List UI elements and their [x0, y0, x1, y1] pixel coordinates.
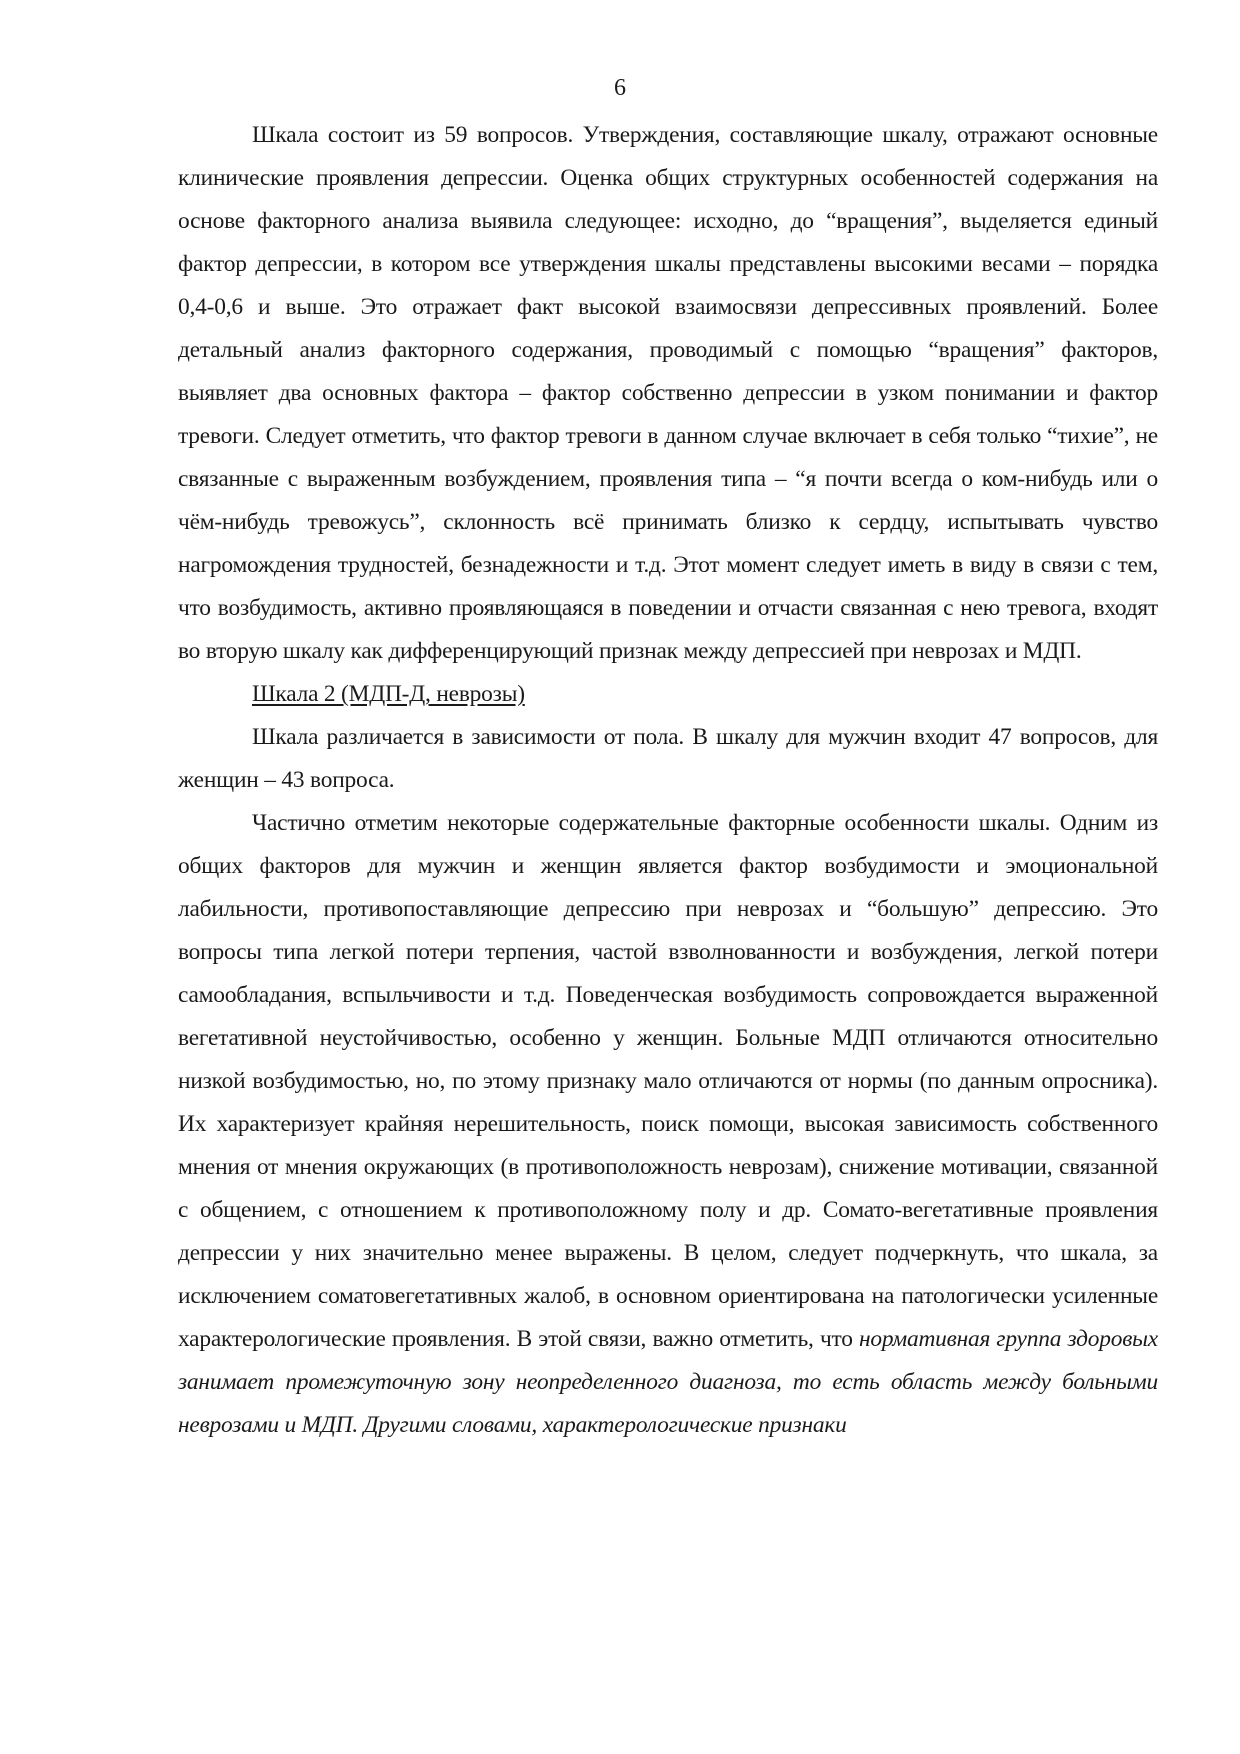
paragraph-scale-gender: Шкала различается в зависимости от пола. В шкалу для мужчин входит 47 вопросов, для женщин – 43 вопроса. — [178, 724, 1158, 793]
paragraph-scale-description: Шкала состоит из 59 вопросов. Утверждения, составляющие шкалу, отражают основные клинические проявления депрессии. Оценка общих структурных особенностей содержания на основе факторного анализа выявила следующее: исходно, до “вращения”, выделяется единый фактор депрессии, в котором все утверждения шкалы представлены высокими весами – порядка 0,4-0,6 и выше. Это отражает факт высокой взаимосвязи депрессивных проявлений. Более детальный анализ факторного содержания, проводимый с помощью “вращения” факторов, выявляет два основных фактора – фактор собственно депрессии в узком понимании и фактор тревоги. Следует отметить, что фактор тревоги в данном случае включает в себя только “тихие”, не связанные с выраженным возбуждением, проявления типа – “я почти всегда о ком-нибудь или о чём-нибудь тревожусь”, склонность всё принимать близко к сердцу, испытывать чувство нагромождения трудностей, безнадежности и т.д. Этот момент следует иметь в виду в связи с тем, что возбудимость, активно проявляющаяся в поведении и отчасти связанная с нею тревога, входят во вторую шкалу как дифференцирующий признак между депрессией при неврозах и МДП. — [178, 122, 1158, 664]
section-heading-scale-2: Шкала 2 (МДП-Д, неврозы) — [252, 681, 525, 707]
paragraph-factor-features-emphasis: нормативная группа здоровых занимает промежуточную зону неопределенного диагноза, то есть область между больными неврозами и МДП. Другими словами, характерологические признаки — [178, 1326, 1158, 1438]
paragraph-factor-features — [178, 802, 1158, 1447]
page-number: 6 — [614, 75, 626, 101]
paragraph-factor-features-text: Частично отметим некоторые содержательные факторные особенности шкалы. Одним из общих факторов для мужчин и женщин является фактор возбудимости и эмоциональной лабильности, противопоставляющие депрессию при неврозах и “большую” депрессию. Это вопросы типа легкой потери терпения, частой взволнованности и возбуждения, легкой потери самообладания, вспыльчивости и т.д. Поведенческая возбудимость сопровождается выраженной вегетативной неустойчивостью, особенно у женщин. Больные МДП отличаются относительно низкой возбудимостью, но, по этому признаку мало отличаются от нормы (по данным опросника). Их характеризует крайняя нерешительность, поиск помощи, высокая зависимость собственного мнения от мнения окружающих (в противоположность неврозам), снижение мотивации, связанной с общением, с отношением к противоположному полу и др. Сомато-вегетативные проявления депрессии у них значительно менее выражены. В целом, следует подчеркнуть, что шкала, за исключением соматовегетативных жалоб, в основном ориентирована на патологически усиленные характерологические проявления. В этой связи, важно отметить, что — [178, 810, 1158, 1352]
document-body — [178, 114, 1158, 1447]
